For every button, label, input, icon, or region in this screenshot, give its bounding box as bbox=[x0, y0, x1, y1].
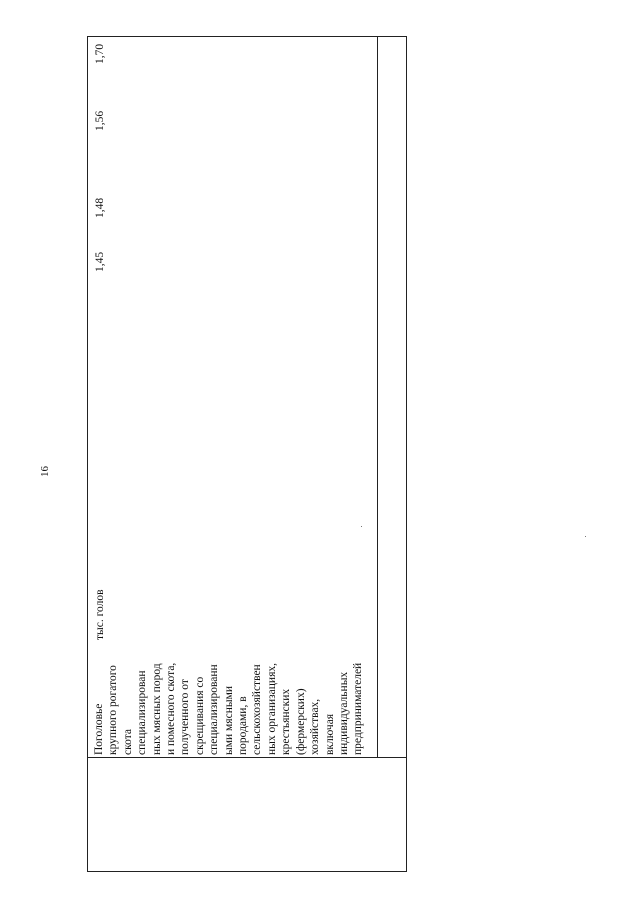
page-number: 16 bbox=[39, 466, 51, 477]
column-divider bbox=[377, 36, 378, 758]
indicator-cell bbox=[92, 465, 366, 755]
indicator-line: специализированн bbox=[208, 664, 221, 755]
indicator-line: включая bbox=[323, 713, 336, 755]
indicator-line: ных мясных пород bbox=[150, 663, 163, 755]
indicator-line: скрещивания со bbox=[193, 676, 206, 755]
value-cell: 1,48 bbox=[94, 197, 106, 218]
indicator-line: специализирован bbox=[136, 670, 149, 755]
indicator-line: хозяйствах, bbox=[309, 698, 322, 755]
indicator-line: крупного рогатого bbox=[107, 665, 120, 755]
indicator-line: предпринимателей bbox=[352, 662, 365, 755]
indicator-line: ных организациях, bbox=[265, 662, 278, 755]
row-divider bbox=[87, 757, 407, 758]
indicator-line: ыми мясными bbox=[222, 685, 235, 755]
indicator-line: полученного от bbox=[179, 679, 192, 755]
indicator-line: индивидуальных bbox=[337, 671, 350, 755]
value-cell: 1,56 bbox=[94, 110, 106, 131]
indicator-line: (фермерских) bbox=[294, 688, 307, 755]
value-cell: 1,45 bbox=[94, 251, 106, 272]
unit-cell: тыс. голов bbox=[94, 589, 106, 640]
scan-speck bbox=[361, 526, 362, 527]
indicator-line: породами, в bbox=[237, 696, 250, 755]
value-cell: 1,70 bbox=[94, 43, 106, 64]
indicator-line: сельскохозяйствен bbox=[251, 664, 264, 755]
indicator-line: Поголовье bbox=[93, 703, 105, 755]
indicator-line: крестьянских bbox=[280, 688, 293, 755]
indicator-line: и помесного скота, bbox=[165, 662, 178, 755]
indicator-line: скота bbox=[121, 729, 134, 755]
scan-speck bbox=[585, 536, 586, 537]
